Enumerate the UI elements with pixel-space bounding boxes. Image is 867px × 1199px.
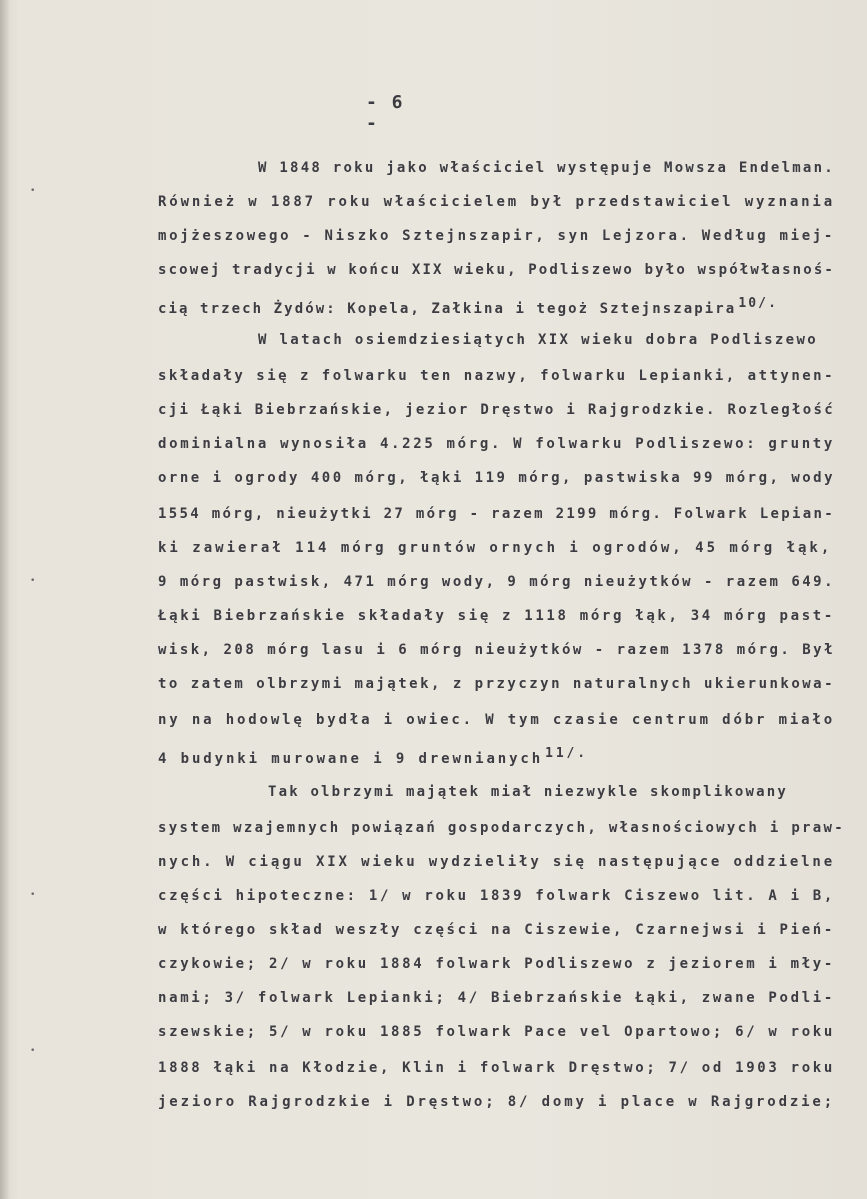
text-line-content: w którego skład weszły części na Ciszewie, Czarnejwsi i Pień- (158, 922, 835, 938)
text-line (158, 854, 835, 870)
text-line (158, 296, 778, 317)
punch-hole-mark: • (30, 890, 36, 900)
text-line (158, 922, 835, 938)
footnote-reference: 10/. (738, 296, 778, 311)
text-line-content: jezioro Rajgrodzkie i Dręstwo; 8/ domy i place w Rajgrodzie; (158, 1094, 835, 1110)
text-line (158, 642, 835, 658)
text-line (158, 470, 835, 486)
text-line (158, 888, 835, 904)
text-line (158, 540, 832, 556)
text-line (258, 332, 818, 348)
text-line (158, 1094, 835, 1110)
text-line-content: szewskie; 5/ w roku 1885 folwark Pace vel Opartowo; 6/ w roku (158, 1024, 835, 1040)
footnote-reference: 11/. (545, 746, 588, 761)
text-line-content: 9 mórg pastwisk, 471 mórg wody, 9 mórg nieużytków - razem 649. (158, 574, 835, 590)
punch-hole-mark: • (30, 576, 36, 586)
text-line-content: 4 budynki murowane i 9 drewnianych (158, 751, 544, 767)
text-line (158, 746, 588, 767)
text-line (158, 820, 845, 836)
text-line-content: składały się z folwarku ten nazwy, folwarku Lepianki, attynen- (158, 368, 835, 384)
text-line-content: mojżeszowego - Niszko Sztejnszapir, syn Lejzora. Według miej- (158, 228, 835, 244)
punch-hole-mark: • (30, 1046, 36, 1056)
text-line-content: 1554 mórg, nieużytki 27 mórg - razem 2199 mórg. Folwark Lepian- (158, 506, 835, 522)
text-line-content: to zatem olbrzymi majątek, z przyczyn naturalnych ukierunkowa- (158, 676, 835, 692)
text-line-content: nami; 3/ folwark Lepianki; 4/ Biebrzańskie Łąki, zwane Podli- (158, 990, 835, 1006)
text-line-content: Tak olbrzymi majątek miał niezwykle skomplikowany (268, 784, 788, 800)
text-line (158, 1024, 835, 1040)
text-line (158, 712, 835, 728)
text-line (158, 506, 835, 522)
text-line-content: nych. W ciągu XIX wieku wydzieliły się następujące oddzielne (158, 854, 835, 870)
text-line (158, 990, 835, 1006)
text-line (158, 368, 835, 384)
text-line (158, 956, 835, 972)
page-number: - 6 - (366, 92, 405, 134)
punch-hole-mark: • (30, 186, 36, 196)
text-line-content: czykowie; 2/ w roku 1884 folwark Podliszewo z jeziorem i mły- (158, 956, 835, 972)
text-line (158, 1060, 835, 1076)
text-line (158, 228, 835, 244)
text-line (158, 436, 835, 452)
text-line-content: wisk, 208 mórg lasu i 6 mórg nieużytków - razem 1378 mórg. Był (158, 642, 835, 658)
text-line (158, 574, 835, 590)
text-line (158, 194, 835, 210)
text-line-content: Łąki Biebrzańskie składały się z 1118 mórg łąk, 34 mórg past- (158, 608, 835, 624)
text-line-content: 1888 łąki na Kłodzie, Klin i folwark Dręstwo; 7/ od 1903 roku (158, 1060, 835, 1076)
text-line-content: orne i ogrody 400 mórg, łąki 119 mórg, pastwiska 99 mórg, wody (158, 470, 835, 486)
text-line-content: ny na hodowlę bydła i owiec. W tym czasie centrum dóbr miało (158, 712, 835, 728)
text-line (158, 676, 835, 692)
text-line (258, 160, 835, 176)
text-line (158, 262, 835, 278)
text-line-content: Również w 1887 roku właścicielem był przedstawiciel wyznania (158, 194, 835, 210)
text-line-content: system wzajemnych powiązań gospodarczych, własnościowych i praw- (158, 820, 845, 836)
text-line-content: dominialna wynosiła 4.225 mórg. W folwarku Podliszewo: grunty (158, 436, 835, 452)
text-line-content: scowej tradycji w końcu XIX wieku, Podliszewo było współwłasnoś- (158, 262, 835, 278)
text-line-content: cji Łąki Biebrzańskie, jezior Dręstwo i Rajgrodzkie. Rozległość (158, 402, 835, 418)
page-edge-shadow (0, 0, 10, 1199)
text-line-content: cią trzech Żydów: Kopela, Załkina i tegoż Sztejnszapira (158, 301, 737, 317)
text-line-content: ki zawierał 114 mórg gruntów ornych i ogrodów, 45 mórg łąk, (158, 540, 833, 556)
text-line-content: części hipoteczne: 1/ w roku 1839 folwark Ciszewo lit. A i B, (158, 888, 835, 904)
text-line (268, 784, 788, 800)
text-line-content: W 1848 roku jako właściciel występuje Mowsza Endelman. (258, 160, 835, 176)
text-line (158, 402, 835, 418)
text-line-content: W latach osiemdziesiątych XIX wieku dobra Podliszewo (258, 332, 818, 348)
text-line (158, 608, 835, 624)
